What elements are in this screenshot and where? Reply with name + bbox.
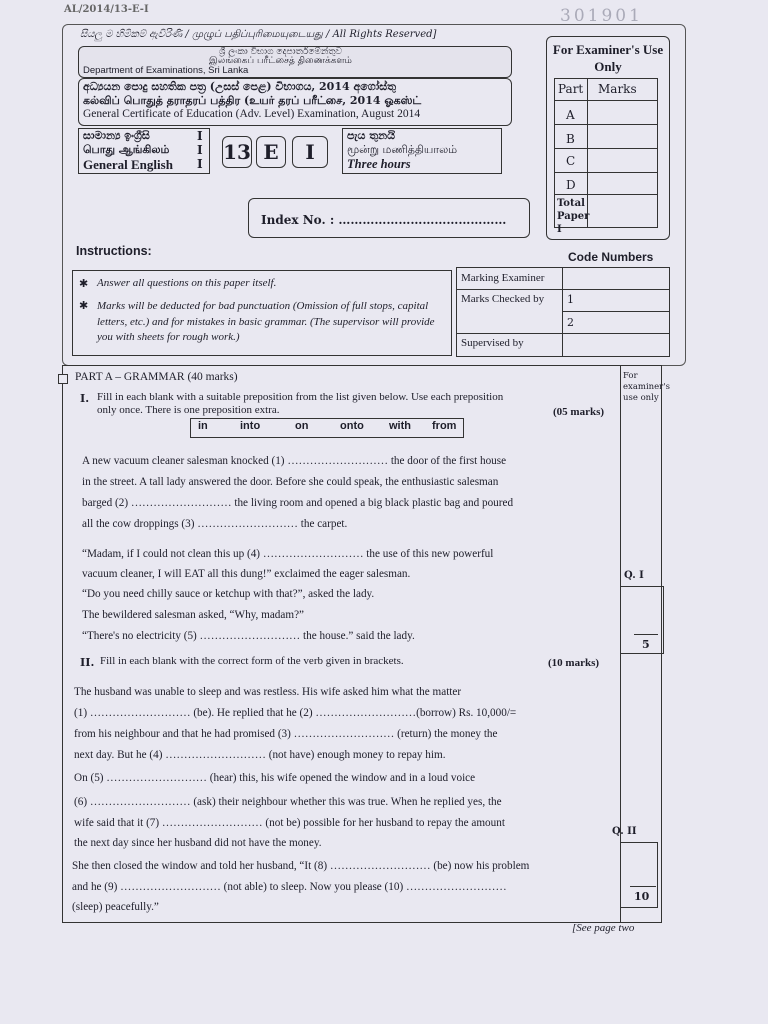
q2-passage-line-9: She then closed the window and told her husband, “It (8) ……………………… (be) now his problem — [72, 860, 530, 872]
dept-sinhala: ශ්‍රී ලංකා විභාග දෙපාර්තමේන්තුව — [219, 47, 343, 57]
duration-english: Three hours — [347, 157, 411, 171]
q1-number: I. — [80, 391, 90, 405]
row-b: B — [566, 132, 575, 146]
subject-sinhala: සාමාන්‍ය ඉංග්‍රීසි — [83, 129, 150, 142]
subject-tamil: பொது ஆங்கிலம் — [83, 143, 170, 156]
q1-instruction-2: only once. There is one preposition extra. — [97, 404, 280, 416]
preposition-list-box — [190, 418, 464, 438]
exam-title-box — [78, 78, 512, 126]
q1-side-label: Q. I — [624, 570, 644, 581]
paper-code-13: 13 — [222, 136, 252, 168]
side-examiner-label: For examiner's use only — [623, 371, 670, 403]
q2-passage-line-7: wife said that it (7) ……………………… (not be) possible for her husband to repay the amount — [74, 817, 505, 829]
row-a: A — [566, 108, 575, 122]
q1-passage-line-7: “Do you need chilly sauce or ketchup with that?”, asked the lady. — [82, 588, 375, 600]
q1-passage-line-4: all the cow droppings (3) ……………………… the carpet. — [82, 518, 348, 530]
department-banner — [78, 46, 512, 78]
q2-passage-line-3: from his neighbour and that he had promised (3) ……………………… (return) the money the — [74, 728, 498, 740]
subject-box — [78, 128, 210, 174]
word-onto: onto — [340, 420, 364, 432]
check-1: 1 — [567, 293, 574, 306]
q2-passage-line-8: the next day since her husband did not have the money. — [74, 837, 322, 849]
row-total: Total Paper I — [557, 198, 590, 235]
dept-english: Department of Examinations, Sri Lanka — [83, 65, 249, 76]
corner-code: AL/2014/13-E-I — [64, 4, 149, 15]
duration-box — [342, 128, 502, 174]
word-with: with — [389, 420, 411, 432]
index-number-field[interactable]: Index No. : …………………………………… — [261, 213, 507, 227]
subject-numeral-1: I — [197, 129, 203, 143]
supervised-by-label: Supervised by — [461, 337, 524, 349]
index-number-box — [248, 198, 530, 238]
see-page-two: [See page two — [572, 922, 635, 934]
word-into: into — [240, 420, 261, 432]
instruction-bullet-1: ✱ — [79, 277, 89, 290]
marks-checked-label: Marks Checked by — [461, 293, 545, 305]
q2-side-label: Q. II — [612, 826, 637, 837]
instruction-bullet-2: ✱ — [79, 299, 89, 312]
paper-code-e: E — [256, 136, 286, 168]
exam-title-english: General Certificate of Education (Adv. Level) Examination, August 2014 — [83, 108, 421, 120]
word-in: in — [198, 420, 208, 432]
q1-score: 5 — [642, 638, 650, 651]
col-part: Part — [558, 82, 584, 96]
q1-passage-line-6: vacuum cleaner, I will EAT all this dung!” exclaimed the eager salesman. — [82, 568, 411, 580]
q1-passage-line-3: barged (2) ……………………… the living room and opened a big black plastic bag and poured — [82, 497, 514, 509]
q1-passage-line-8: The bewildered salesman asked, “Why, madam?” — [82, 609, 304, 621]
exam-title-tamil: கல்விப் பொதுத் தராதரப் பத்திர (உயர் தரப் பரீட்சை, 2014 ஓகஸ்ட் — [83, 94, 422, 107]
q2-passage-line-1: The husband was unable to sleep and was restless. His wife asked him what the matter — [74, 686, 462, 698]
q1-marks: (05 marks) — [553, 406, 605, 418]
instructions-heading: Instructions: — [76, 244, 152, 258]
q1-passage-line-9: “There's no electricity (5) ……………………… the house.” said the lady. — [82, 630, 415, 642]
q2-passage-line-2: (1) ……………………… (be). He replied that he (2) ………………………(borrow) Rs. 10,000/= — [74, 707, 517, 719]
q2-marks: (10 marks) — [548, 657, 600, 669]
paper-code-i: I — [292, 136, 328, 168]
exam-title-sinhala: අධ්‍යයන පොදු සහතික පත්‍ර (උසස් පෙළ) විභාගය, 2014 අගෝස්තු — [83, 80, 397, 93]
part-a-marks: (40 marks) — [187, 371, 238, 383]
q2-instruction: Fill in each blank with the correct form of the verb given in brackets. — [100, 655, 404, 667]
row-d: D — [566, 178, 576, 192]
part-a-title: PART A – GRAMMAR — [75, 371, 185, 383]
row-c: C — [566, 154, 576, 168]
faded-serial-number: 301901 — [560, 6, 643, 26]
marking-examiner-label: Marking Examiner — [461, 272, 545, 284]
code-numbers-heading: Code Numbers — [568, 250, 654, 264]
q2-passage-line-5: On (5) ……………………… (hear) this, his wife opened the window and in a loud voice — [74, 772, 476, 784]
examiner-box-title: For Examiner's Use Only — [552, 42, 664, 74]
dept-tamil: இலங்கைப் பரீட்சைத் திணைக்களம் — [209, 56, 352, 66]
q2-passage-line-6: (6) ……………………… (ask) their neighbour whether this was true. When he replied yes, the — [74, 796, 502, 808]
col-marks: Marks — [598, 82, 637, 96]
q2-number: II. — [80, 655, 95, 669]
word-on: on — [295, 420, 309, 432]
q1-passage-line-2: in the street. A tall lady answered the door. Before she could speak, the enthusiastic salesman — [82, 476, 499, 488]
part-a-checkbox-icon — [58, 374, 68, 384]
instructions-box — [72, 270, 452, 356]
subject-numeral-3: I — [197, 157, 203, 171]
check-2: 2 — [567, 316, 574, 329]
q2-passage-line-4: next day. But he (4) ……………………… (not have) enough money to repay him. — [74, 749, 446, 761]
q1-passage-line-1: A new vacuum cleaner salesman knocked (1) ……………………… the door of the first house — [82, 455, 507, 467]
q2-score: 10 — [634, 890, 650, 903]
word-from: from — [432, 420, 457, 432]
instruction-item-2: Marks will be deducted for bad punctuation (Omission of full stops, capital letters, etc.) and for mistakes in basic grammar. (The supervisor will provide you with sheets for rough work.) — [97, 300, 435, 343]
instruction-item-1: Answer all questions on this paper itself. — [97, 277, 277, 289]
q1-instruction-1: Fill in each blank with a suitable preposition from the list given below. Use each preposition — [97, 391, 504, 403]
subject-numeral-2: I — [197, 143, 203, 157]
q2-passage-line-11: (sleep) peacefully.” — [72, 901, 159, 913]
q2-passage-line-10: and he (9) ……………………… (not able) to sleep. Now you please (10) ……………………… — [72, 881, 507, 893]
duration-tamil: மூன்று மணித்தியாலம் — [347, 143, 458, 156]
q1-passage-line-5: “Madam, if I could not clean this up (4) ……………………… the use of this new powerful — [82, 548, 494, 560]
copyright-line: සියලු ම හිමිකම් ඇවිරිණි / முழுப் பதிப்புரிமையுடையது / All Rights Reserved] — [80, 29, 437, 40]
part-a-heading — [75, 371, 238, 383]
subject-english: General English — [83, 157, 173, 172]
duration-sinhala: පැය තුනයි — [347, 129, 396, 142]
